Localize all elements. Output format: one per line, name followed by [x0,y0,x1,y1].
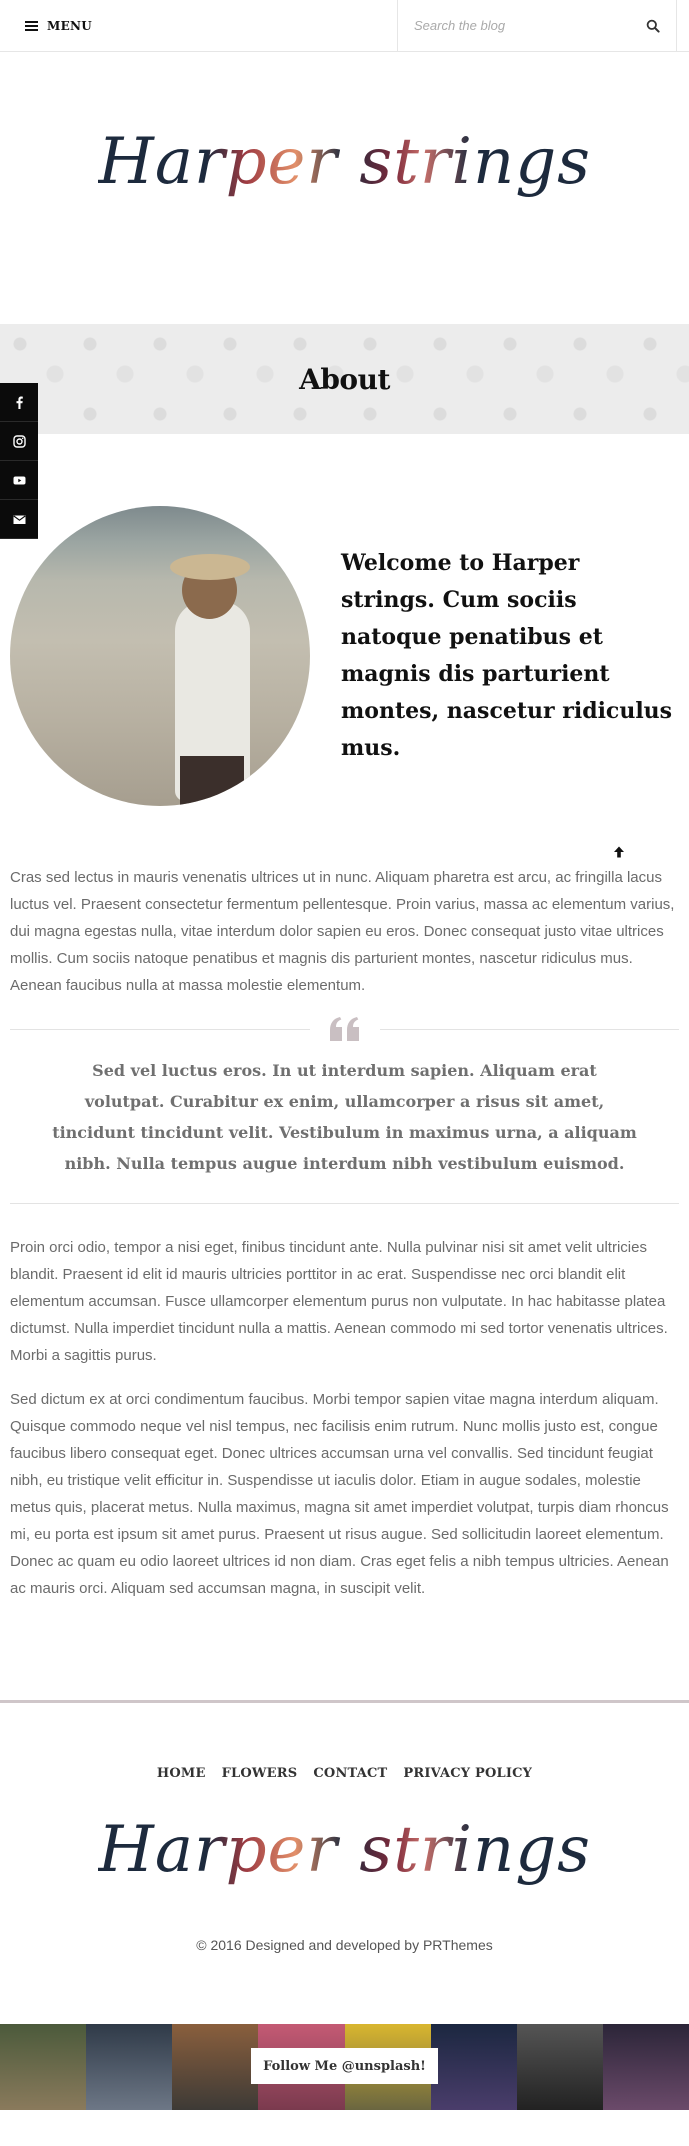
menu-label: MENU [47,18,93,33]
youtube-link[interactable] [0,461,38,500]
social-sidebar [0,383,38,539]
paragraph-3: Sed dictum ex at orci condimentum faucibus. Morbi tempor sapien vitae magna interdum aliquam. Quisque commodo neque vel nisl tempus, nec facilisis enim rutrum. Nunc mollis justo est, congue faucibus libero consequat eget. Donec ultrices accumsan urna vel convallis. Sed tincidunt feugiat nibh, eu tristique velit efficitur in. Suspendisse ut iaculis dolor. Etiam in augue sodales, molestie metus quis, placerat metus. Nulla maximus, magna sit amet imperdiet volutpat, turpis diam rhoncus mi, eu porta est ipsum sit amet purus. Praesent ut risus augue. Sed sollicitudin laoreet elementum. Donec ac quam eu odio laoreet ultrices id non diam. Cras eget felis a nibh tempus ultricies. Aenean ac mauris orci. Aliquam sed accumsan magna, in suscipit velit. [10,1391,669,1597]
logo-text: Harper strings [98,125,591,199]
site-logo[interactable] [0,52,689,272]
footer-nav [0,1703,689,1781]
facebook-link[interactable] [0,383,38,422]
site-footer [0,1700,689,2110]
footer-link-home[interactable]: HOME [156,1766,206,1781]
search-icon[interactable] [646,19,660,33]
quote-mark-icon [330,1017,360,1041]
insta-tile[interactable] [172,2024,258,2110]
search-box [397,0,677,51]
intro-headline: Welcome to Harper strings. Cum sociis natoque penatibus et magnis dis parturient montes, nascetur ridiculus mus. [341,550,673,761]
insta-tile[interactable] [603,2024,689,2110]
follow-button[interactable]: Follow Me @unsplash! [251,2048,438,2084]
email-icon [13,513,26,526]
profile-photo [10,506,310,806]
insta-tile[interactable] [86,2024,172,2110]
insta-tile[interactable] [0,2024,86,2110]
instagram-link[interactable] [0,422,38,461]
footer-link-flowers[interactable]: FLOWERS [221,1766,298,1781]
email-link[interactable] [0,500,38,539]
menu-button[interactable] [0,0,397,51]
search-input[interactable] [414,18,646,33]
insta-tile[interactable] [431,2024,517,2110]
back-to-top-icon[interactable] [612,845,626,859]
footer-link-privacy-policy[interactable]: PRIVACY POLICY [403,1766,533,1781]
footer-link-contact[interactable]: CONTACT [313,1766,388,1781]
top-bar [0,0,689,52]
instagram-icon [13,435,26,448]
paragraph-1: Cras sed lectus in mauris venenatis ultrices ut in nunc. Aliquam pharetra est arcu, ac fringilla lacus luctus vel. Praesent consectetur fermentum pellentesque. Proin varius, massa ac elementum varius, dui magna egestas nulla, vitae interdum dolor sapien eu eros. Donec consequat justo vitae ultrices mollis. Cum sociis natoque penatibus et magnis dis parturient montes, nascetur ridiculus mus. Aenean faucibus nulla at massa molestie elementum. [10,869,675,994]
quote-divider [10,1017,679,1041]
footer-logo-text: Harper strings [98,1813,591,1887]
insta-tile[interactable] [517,2024,603,2110]
copyright-text: © 2016 Designed and developed by PRThemes [196,1937,493,1953]
blockquote: Sed vel luctus eros. In ut interdum sapien. Aliquam erat volutpat. Curabitur ex enim, ullamcorper a risus sit amet, tincidunt tincidunt velit. Vestibulum in maximus urna, a aliquam nibh. Nulla tempus augue interdum nibh vestibulum euismod. [10,1041,679,1204]
facebook-icon [13,396,26,409]
hamburger-icon [25,21,38,31]
article-body [0,864,689,1602]
youtube-icon [13,474,26,487]
paragraph-2: Proin orci odio, tempor a nisi eget, finibus tincidunt ante. Nulla pulvinar nisi sit amet velit ultricies blandit. Praesent id elit id mauris ultricies porttitor in ac erat. Suspendisse nec orci blandit elit elementum accumsan. Fusce ullamcorper elementum purus non vulputate. In hac habitasse platea dictumst. Nulla imperdiet tincidunt nulla a mattis. Aenean commodo mi sed tortor venenatis ultrices. Morbi a sagittis purus. [10,1239,668,1364]
page-banner [0,324,689,434]
intro-section [0,434,689,806]
page-title: About [299,362,390,396]
instagram-feed [0,2024,689,2110]
footer-logo[interactable] [0,1781,689,1919]
